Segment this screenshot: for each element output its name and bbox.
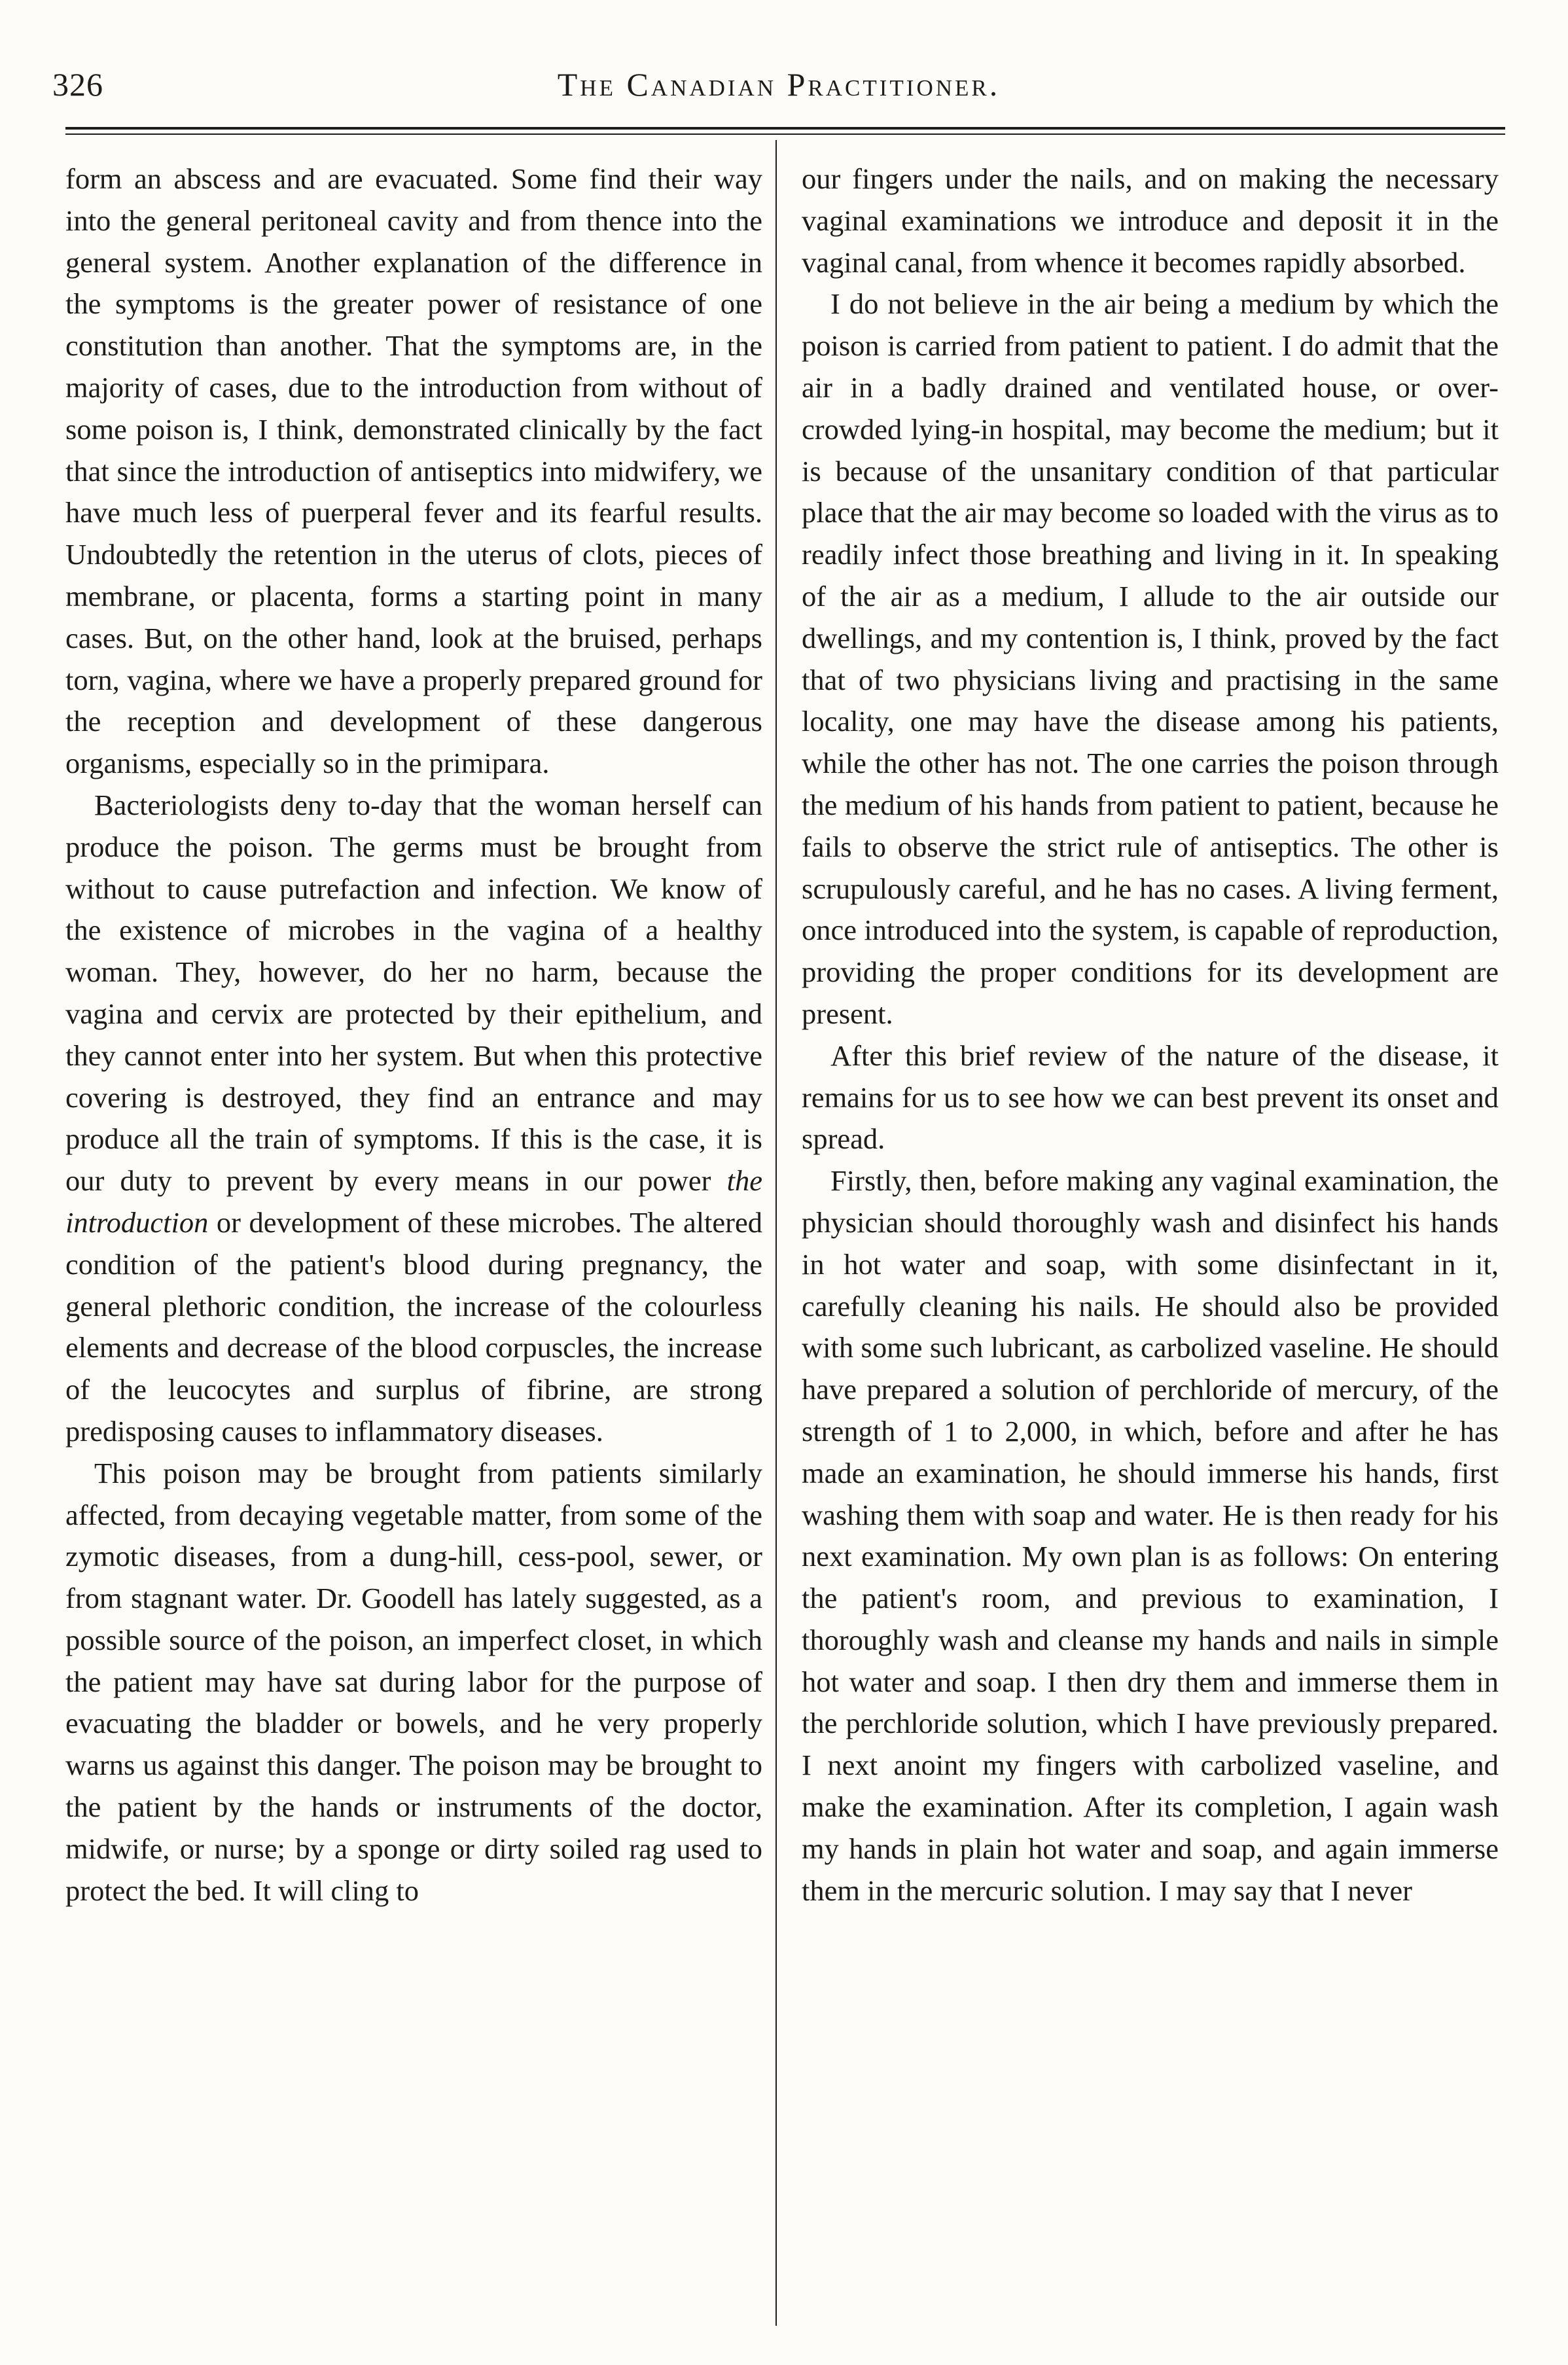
paragraph-text: Bacteriologists deny to-day that the woman herself can produce the poison. The germs must be brought from without to cause putrefaction and infection. We know of the existence of microbes in the vagina of a healthy woman. They, however, do her no harm, because the vagina and cervix are protected by their epithelium, and they cannot enter into her system. But when this protective covering is destroyed, they find an entrance and may produce all the train of symptoms. If this is the case, it is our duty to prevent by every means in our power [65, 788, 762, 1198]
header-rule-thin [65, 133, 1505, 135]
left-column [65, 158, 762, 1912]
paragraph: form an abscess and are evacuated. Some find their way into the general peritoneal cavity and from thence into the general system. Another explanation of the difference in the symptoms is the greater power of resistance of one constitution than another. That the symptoms are, in the majority of cases, due to the introduction from without of some poison is, I think, demonstrated clinically by the fact that since the introduction of antiseptics into midwifery, we have much less of puerperal fever and its fearful results. Undoubtedly the retention in the uterus of clots, pieces of membrane, or placenta, forms a starting point in many cases. But, on the other hand, look at the bruised, perhaps torn, vagina, where we have a properly prepared ground for the reception and development of these dangerous organisms, especially so in the primipara. [65, 162, 762, 780]
right-column [802, 158, 1499, 1912]
paragraph: Firstly, then, before making any vaginal examination, the physician should thoroughly wash and disinfect his hands in hot water and soap, with some disinfectant in it, carefully cleaning his nails. He should also be provided with some such lubricant, as carbolized vaseline. He should have prepared a solution of perchloride of mercury, of the strength of 1 to 2,000, in which, before and after he has made an examination, he should immerse his hands, first washing them with soap and water. He is then ready for his next examination. My own plan is as follows: On entering the patient's room, and previous to examination, I thoroughly wash and cleanse my hands and nails in simple hot water and soap. I then dry them and immerse them in the perchloride solution, which I have previously prepared. I next anoint my fingers with carbolized vaseline, and make the examination. After its completion, I again wash my hands in plain hot water and soap, and again immerse them in the mercuric solution. I may say that I never [802, 1164, 1499, 1907]
paragraph-text: or development of these microbes. The altered condition of the patient's blood during pregnancy, the general plethoric condition, the increase of the colourless elements and decrease of the blood corpuscles, the increase of the leucocytes and surplus of fibrine, are strong predisposing causes to inflammatory diseases. [65, 1205, 762, 1448]
paragraph: After this brief review of the nature of the disease, it remains for us to see how we can best prevent its onset and spread. [802, 1039, 1499, 1156]
column-divider [775, 140, 777, 2326]
paragraph: This poison may be brought from patients similarly affected, from decaying vegetable matter, from some of the zymotic diseases, from a dung-hill, cess-pool, sewer, or from stagnant water. Dr. Goodell has lately suggested, as a possible source of the poison, an imperfect closet, in which the patient may have sat during labor for the purpose of evacuating the bladder or bowels, and he very properly warns us against this danger. The poison may be brought to the patient by the hands or instruments of the doctor, midwife, or nurse; by a sponge or dirty soiled rag used to protect the bed. It will cling to [65, 1456, 762, 1907]
running-title: The Canadian Practitioner. [557, 66, 1001, 103]
running-header [52, 65, 1505, 111]
paragraph [65, 785, 762, 1453]
header-rule-thick [65, 127, 1505, 130]
page-number: 326 [52, 66, 103, 103]
paragraph: our fingers under the nails, and on making the necessary vaginal examinations we introduce and deposit it in the vaginal canal, from whence it becomes rapidly absorbed. [802, 162, 1499, 279]
italic-text: the introduction [65, 1164, 762, 1239]
paragraph: I do not believe in the air being a medium by which the poison is carried from patient to patient. I do admit that the air in a badly drained and ventilated house, or over-crowded lying-in hospital, may become the medium; but it is because of the unsanitary condition of that particular place that the air may become so loaded with the virus as to readily infect those breathing and living in it. In speaking of the air as a medium, I allude to the air outside our dwellings, and my contention is, I think, proved by the fact that of two physicians living and practising in the same locality, one may have the disease among his patients, while the other has not. The one carries the poison through the medium of his hands from patient to patient, because he fails to observe the strict rule of antiseptics. The other is scrupulously careful, and he has no cases. A living ferment, once introduced into the system, is capable of reproduction, providing the proper conditions for its development are present. [802, 287, 1499, 1030]
